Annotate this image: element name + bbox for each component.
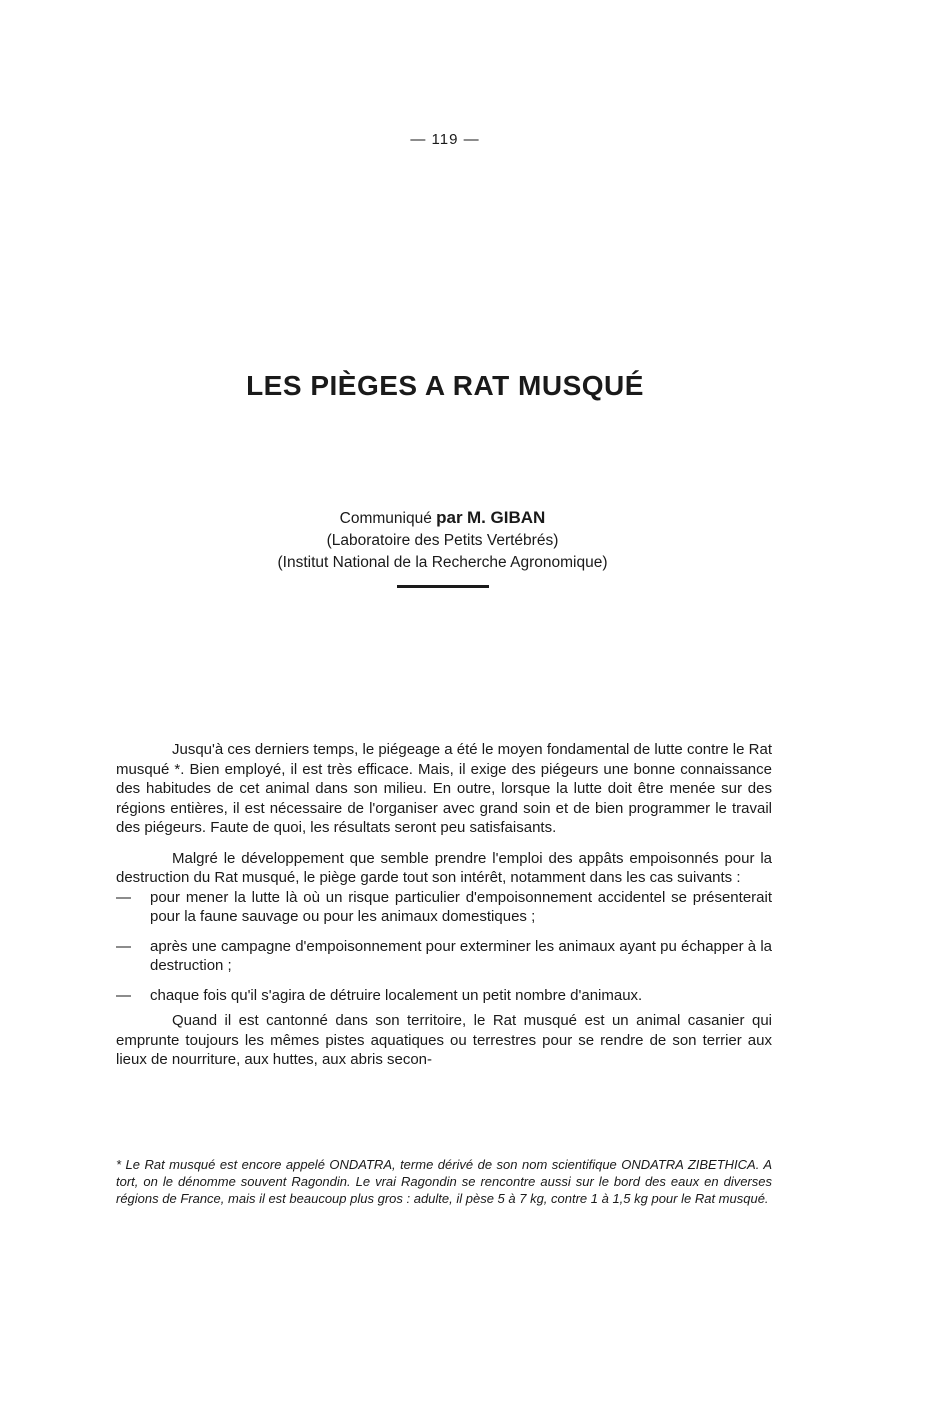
author-line: [0, 507, 885, 530]
list-item-text: pour mener la lutte là où un risque particulier d'empoisonnement accidentel se présenterait pour la faune sauvage ou pour les animaux domestiques ;: [150, 888, 772, 925]
list-dash: —: [116, 986, 131, 1004]
institute-affiliation: (Institut National de la Recherche Agronomique): [277, 554, 608, 571]
byline: [0, 507, 885, 574]
list-item-text: chaque fois qu'il s'agira de détruire localement un petit nombre d'animaux.: [150, 986, 643, 1004]
article-title: LES PIÈGES A RAT MUSQUÉ: [246, 370, 644, 401]
list-item: [116, 937, 772, 976]
list-dash: —: [116, 937, 131, 955]
byline-prefix: Communiqué: [339, 510, 432, 527]
paragraph-3: Quand il est cantonné dans son territoire, le Rat musqué est un animal casanier qui emprunte toujours les mêmes pistes aquatiques ou terrestres pour se rendre de son terrier aux lieux de nourriture, aux huttes, aux abris secon-: [116, 1012, 772, 1068]
title-separator-rule: [397, 585, 489, 588]
laboratory-affiliation: (Laboratoire des Petits Vertébrés): [326, 532, 559, 549]
author-name: M. GIBAN: [466, 508, 546, 527]
list-item-text: après une campagne d'empoisonnement pour exterminer les animaux ayant pu échapper à la destruction ;: [150, 937, 772, 974]
page-number: — 119 —: [410, 131, 480, 148]
byline-par: par: [436, 508, 463, 527]
list-dash: —: [116, 888, 131, 906]
use-cases-list: [116, 888, 772, 1006]
article-body: [116, 740, 772, 1070]
footnote: * Le Rat musqué est encore appelé ONDATRA, terme dérivé de son nom scientifique ONDATRA ZIBETHICA. A tort, on le dénomme souvent Ragondin. Le vrai Ragondin se rencontre aussi sur le bord des eaux en diverses régions de France, mais il est beaucoup plus gros : adulte, il pèse 5 à 7 kg, contre 1 à 1,5 kg pour le Rat musqué.: [116, 1157, 772, 1206]
list-item: [116, 888, 772, 927]
paragraph-2: Malgré le développement que semble prendre l'emploi des appâts empoisonnés pour la destruction du Rat musqué, le piège garde tout son intérêt, notamment dans les cas suivants :: [116, 849, 772, 886]
list-item: [116, 986, 772, 1006]
paragraph-1: Jusqu'à ces derniers temps, le piégeage a été le moyen fondamental de lutte contre le Rat musqué *. Bien employé, il est très efficace. Mais, il exige des piégeurs une bonne connaissance des habitudes de cet animal dans son milieu. En outre, lorsque la lutte doit être menée sur des régions entières, il est nécessaire de l'organiser avec grand soin et de bien programmer le travail des piégeurs. Faute de quoi, les résultats seront peu satisfaisants.: [116, 741, 772, 836]
